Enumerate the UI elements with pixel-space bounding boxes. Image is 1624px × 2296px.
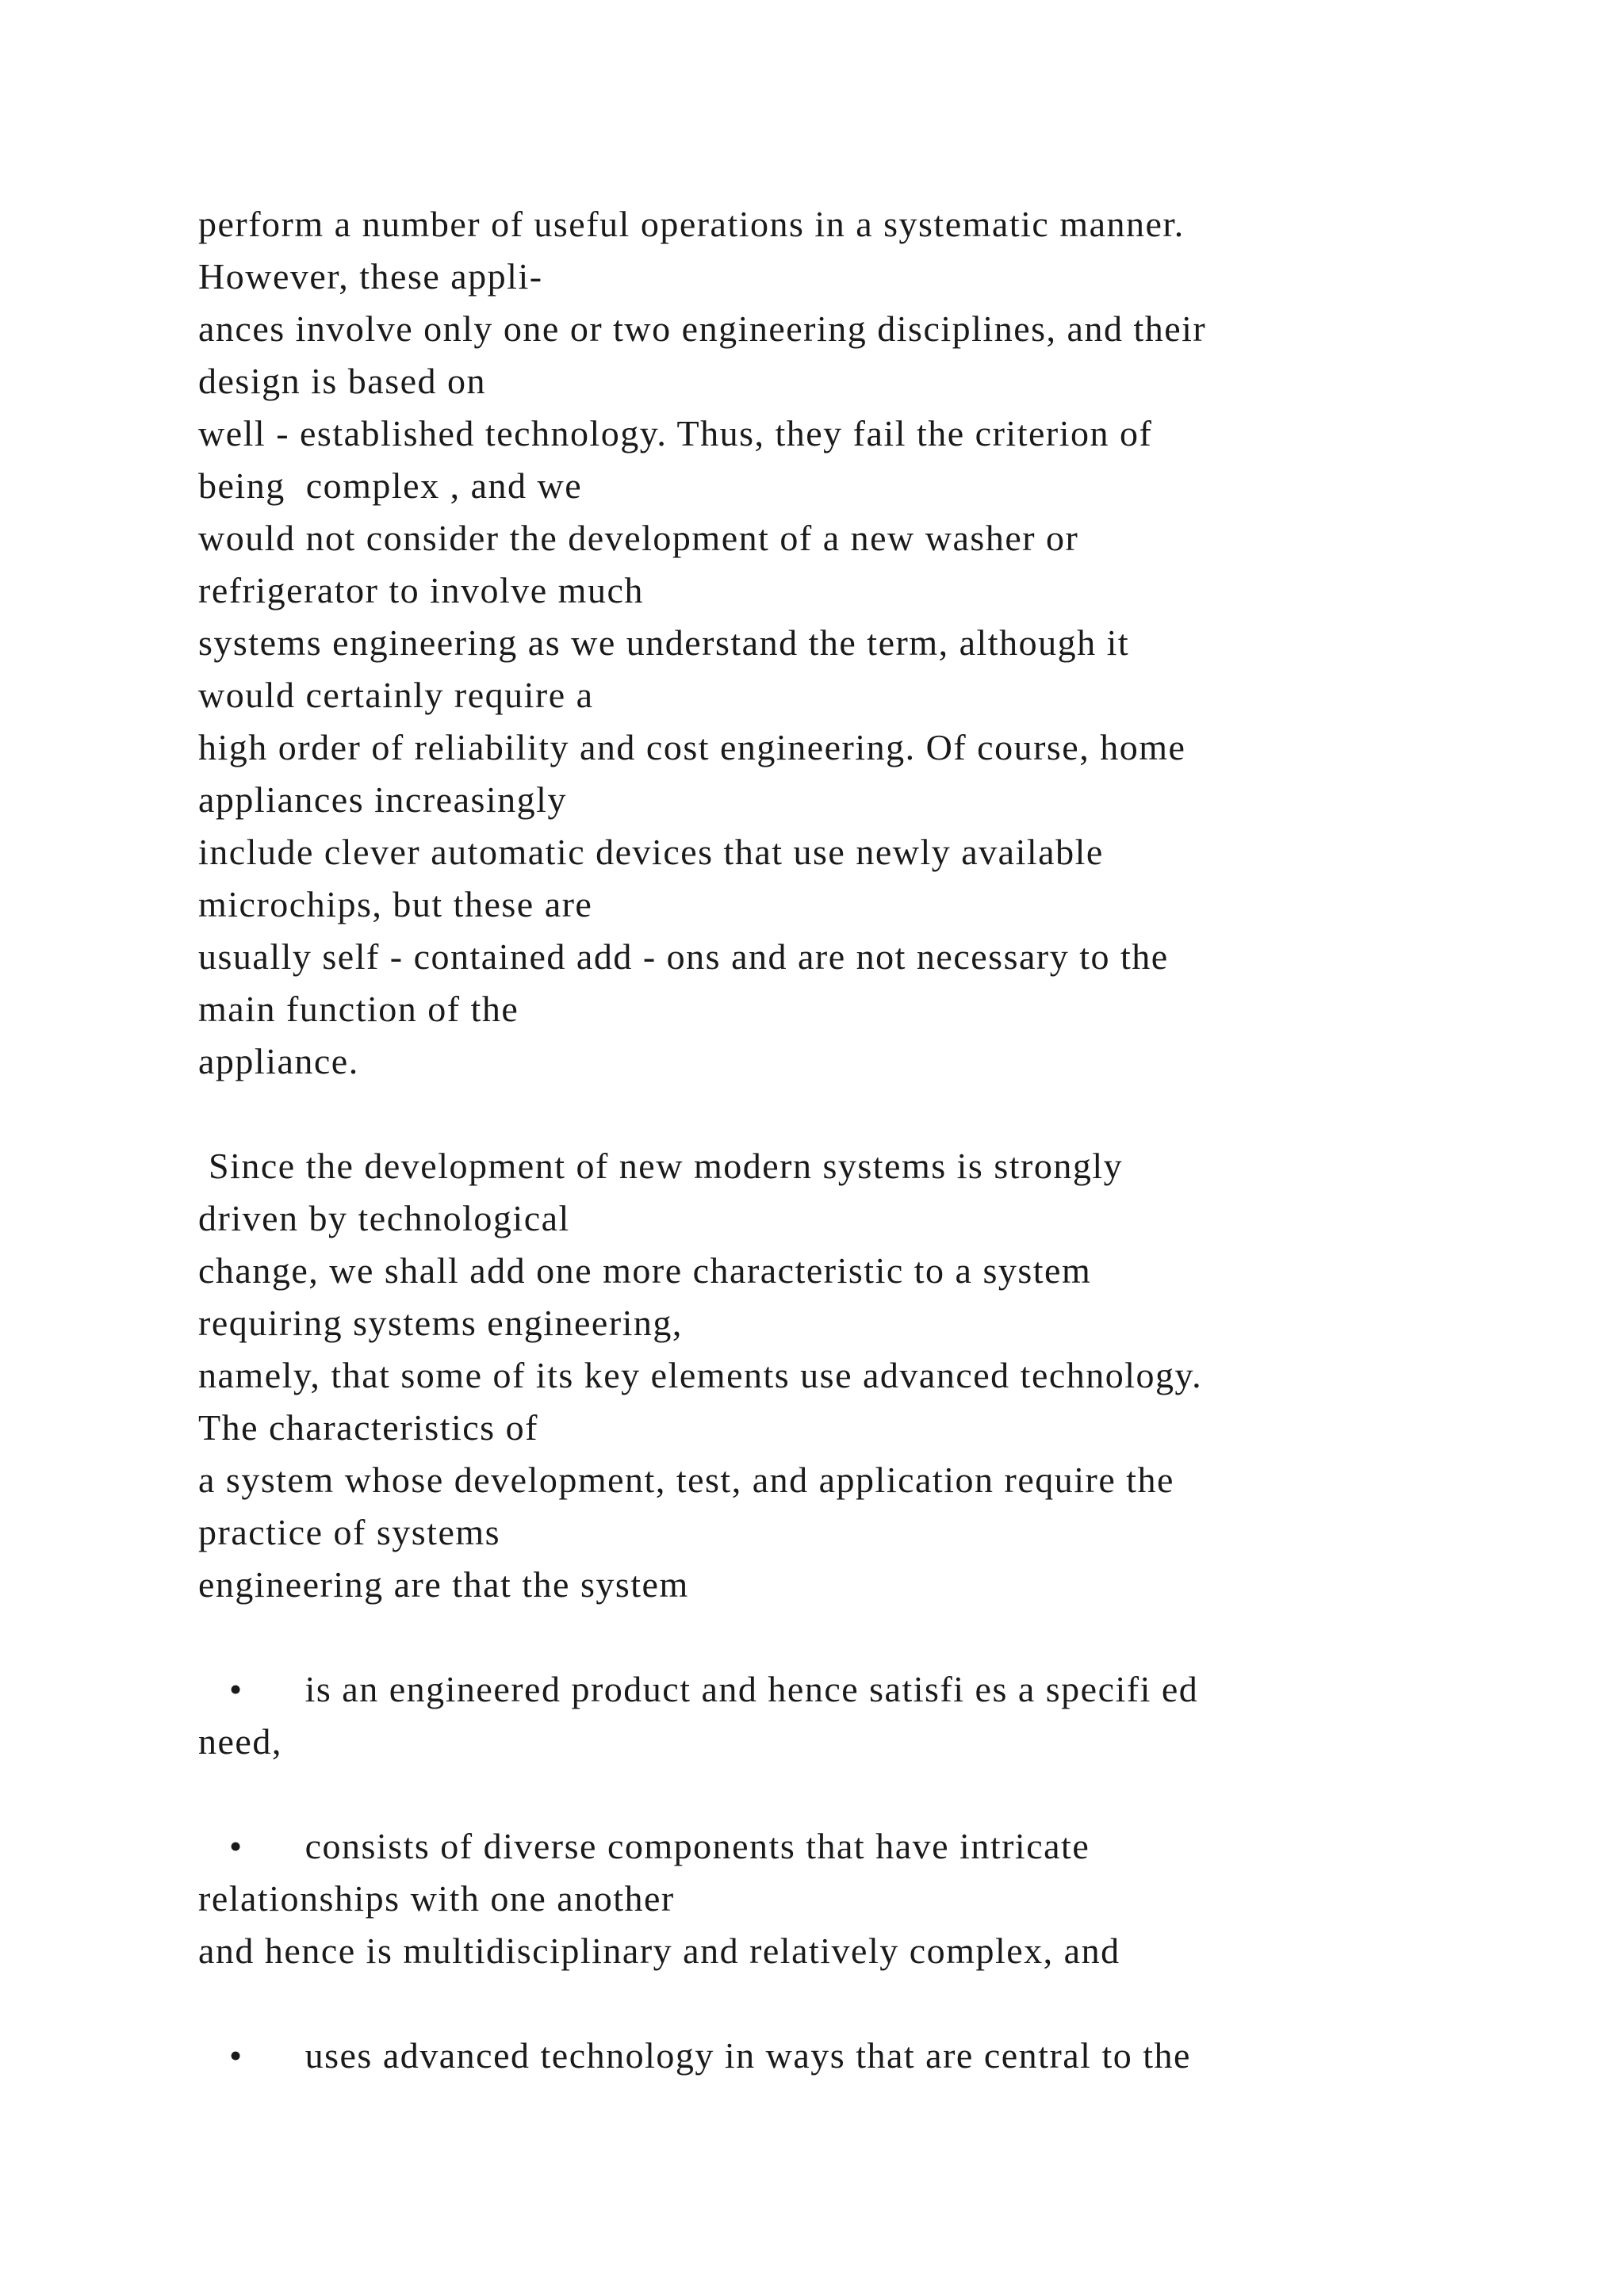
- text-line: systems engineering as we understand the term, although it: [198, 622, 1130, 663]
- paragraph-spacer: [198, 1768, 1467, 1820]
- text-line: However, these appli-: [198, 256, 543, 297]
- bullet-item-advanced-technology: [198, 2030, 1467, 2082]
- text-line: design is based on: [198, 361, 487, 401]
- paragraph-spacer: [198, 1977, 1467, 2030]
- bullet-line: and hence is multidisciplinary and relatively complex, and: [198, 1931, 1120, 1971]
- text-line: ances involve only one or two engineering disciplines, and their: [198, 308, 1207, 349]
- bullet-line: • is an engineered product and hence satisfi es a specifi ed: [198, 1669, 1199, 1709]
- bullet-line: need,: [198, 1721, 282, 1762]
- document-body: [198, 198, 1467, 2082]
- text-line: The characteristics of: [198, 1407, 538, 1448]
- text-line: usually self - contained add - ons and are not necessary to the: [198, 936, 1169, 977]
- bullet-item-diverse-components: [198, 1820, 1467, 1977]
- text-line: refrigerator to involve much: [198, 570, 644, 610]
- paragraph-spacer: [198, 1611, 1467, 1663]
- paragraph-appliances: [198, 198, 1467, 1088]
- text-line: a system whose development, test, and application require the: [198, 1460, 1174, 1500]
- text-line: appliances increasingly: [198, 779, 567, 820]
- bullet-line: • consists of diverse components that have intricate: [198, 1826, 1090, 1866]
- text-line: would not consider the development of a new washer or: [198, 518, 1079, 558]
- text-line: main function of the: [198, 989, 519, 1029]
- bullet-line: relationships with one another: [198, 1878, 675, 1919]
- text-line: include clever automatic devices that use newly available: [198, 832, 1104, 872]
- bullet-line: • uses advanced technology in ways that are central to the: [198, 2035, 1191, 2076]
- text-line: being complex , and we: [198, 465, 583, 506]
- text-line: namely, that some of its key elements use advanced technology.: [198, 1355, 1203, 1395]
- text-line: driven by technological: [198, 1198, 570, 1238]
- paragraph-technological-change: [198, 1140, 1467, 1611]
- text-line: requiring systems engineering,: [198, 1303, 683, 1343]
- text-line: change, we shall add one more characteristic to a system: [198, 1250, 1092, 1291]
- bullet-item-engineered-product: [198, 1663, 1467, 1768]
- text-line: engineering are that the system: [198, 1564, 689, 1605]
- text-line: microchips, but these are: [198, 884, 593, 924]
- text-line: Since the development of new modern systems is strongly: [198, 1146, 1124, 1186]
- text-line: practice of systems: [198, 1512, 501, 1552]
- text-line: perform a number of useful operations in a systematic manner.: [198, 204, 1185, 244]
- text-line: well - established technology. Thus, they fail the criterion of: [198, 413, 1153, 453]
- text-line: appliance.: [198, 1041, 359, 1081]
- text-line: high order of reliability and cost engineering. Of course, home: [198, 727, 1186, 767]
- paragraph-spacer: [198, 1088, 1467, 1140]
- text-line: would certainly require a: [198, 675, 594, 715]
